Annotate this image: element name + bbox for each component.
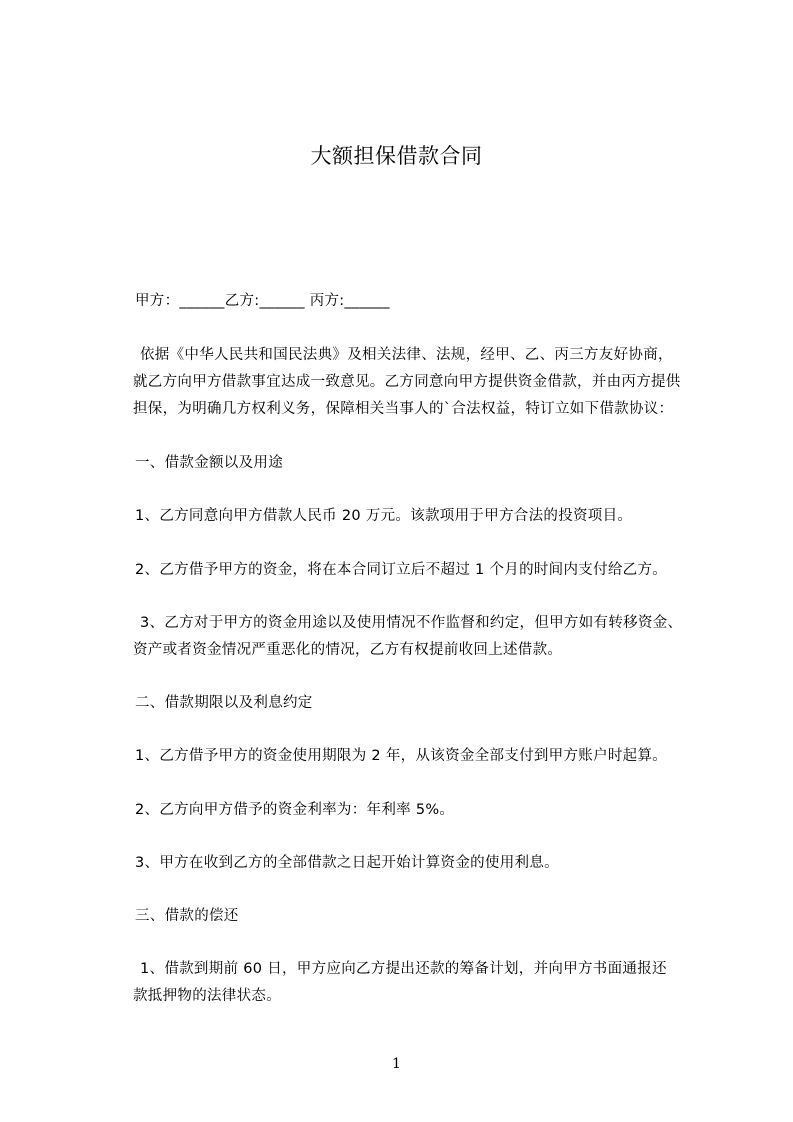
section-1-item-2: 2、乙方借予甲方的资金，将在本合同订立后不超过 1 个月的时间内支付给乙方。 xyxy=(135,562,668,578)
section-1-item-1: 1、乙方同意向甲方借款人民币 20 万元。该款项用于甲方合法的投资项目。 xyxy=(135,508,633,524)
section-2-item-1: 1、乙方借予甲方的资金使用期限为 2 年，从该资金全部支付到甲方账户时起算。 xyxy=(135,748,668,764)
section-2-item-3: 3、甲方在收到乙方的全部借款之日起开始计算资金的使用利息。 xyxy=(135,855,559,871)
preamble-line-2: 就乙方向甲方借款事宜达成一致意见。乙方同意向甲方提供资金借款，并由丙方提供 xyxy=(133,374,681,390)
section-3-heading: 三、借款的偿还 xyxy=(135,908,239,924)
preamble-line-3: 担保，为明确几方权利义务，保障相关当事人的`合法权益，特订立如下借款协议： xyxy=(133,401,674,417)
parties-line: 甲方：______乙方:______ 丙方:______ xyxy=(135,293,390,309)
section-3-item-1-line-1: 1、借款到期前 60 日，甲方应向乙方提出还款的筹备计划，并向甲方书面通报还 xyxy=(140,961,667,977)
preamble-line-1: 依据《中华人民共和国民法典》及相关法律、法规，经甲、乙、丙三方友好协商， xyxy=(140,347,673,363)
section-2-item-2: 2、乙方向甲方借予的资金利率为：年利率 5%。 xyxy=(135,802,455,818)
section-1-heading: 一、借款金额以及用途 xyxy=(135,455,283,471)
document-title: 大额担保借款合同 xyxy=(310,144,483,168)
section-1-item-3-line-1: 3、乙方对于甲方的资金用途以及使用情况不作监督和约定，但甲方如有转移资金、 xyxy=(140,615,683,631)
section-3-item-1-line-2: 款抵押物的法律状态。 xyxy=(133,988,281,1004)
section-1-item-3-line-2: 资产或者资金情况严重恶化的情况，乙方有权提前收回上述借款。 xyxy=(133,642,563,658)
page-number: 1 xyxy=(392,1056,401,1072)
section-2-heading: 二、借款期限以及利息约定 xyxy=(135,695,313,711)
